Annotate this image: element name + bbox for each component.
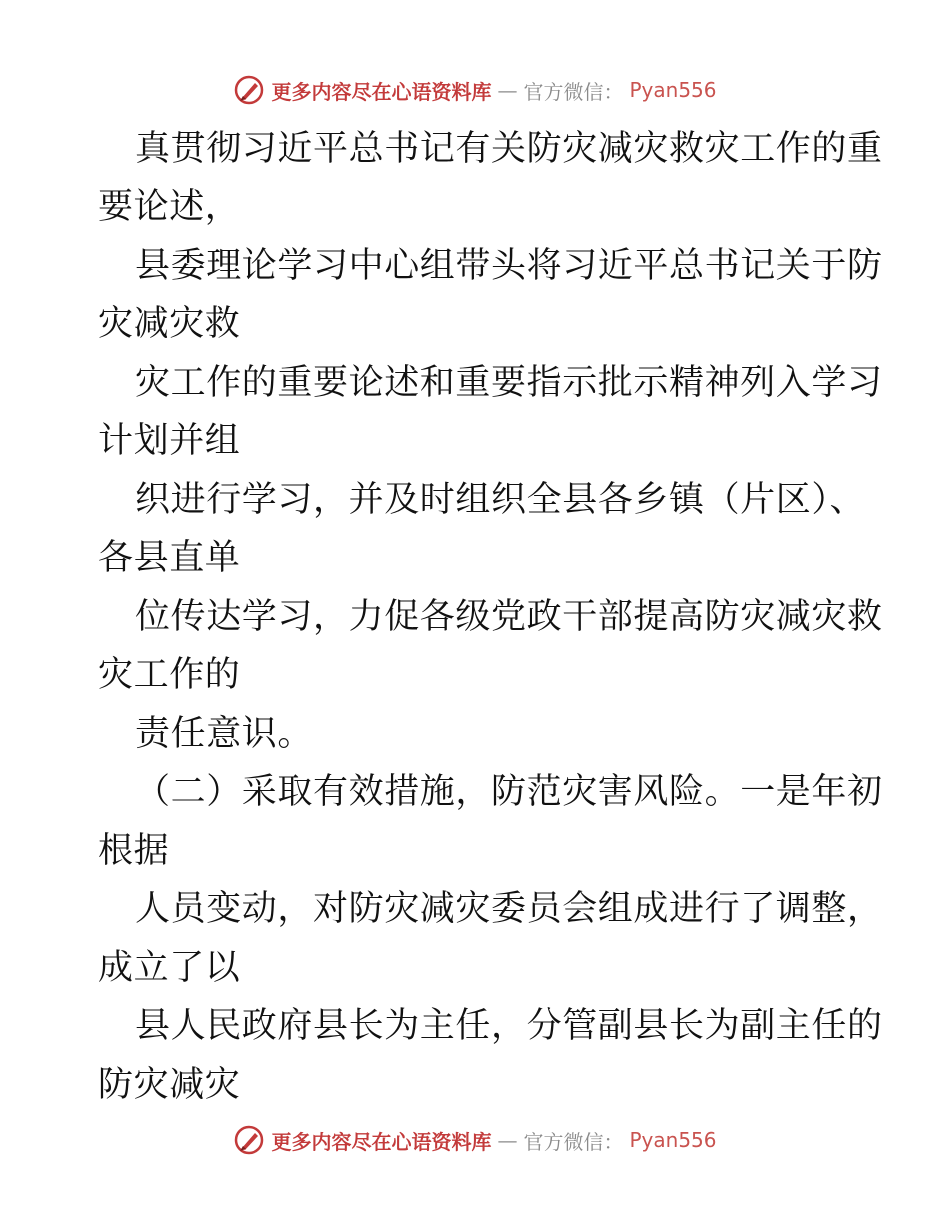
text-line: 灾工作的重要论述和重要指示批示精神列入学习 <box>135 363 883 403</box>
text-line: 责任意识。 <box>135 714 314 754</box>
text-line: （二）采取有效措施，防范灾害风险。一是年初 <box>135 772 883 812</box>
pen-logo-icon <box>233 1124 265 1156</box>
text-line: 计划并组 <box>98 421 241 461</box>
text-line: 县委理论学习中心组带头将习近平总书记关于防 <box>135 246 883 286</box>
text-line: 灾减灾救 <box>98 304 241 344</box>
text-line: 防灾减灾 <box>98 1065 241 1105</box>
watermark-wechat-label: 官方微信： <box>523 1129 624 1154</box>
watermark-dash: — <box>497 78 518 102</box>
pen-logo-icon <box>233 74 265 106</box>
text-line: 位传达学习，力促各级党政干部提高防灾减灾救 <box>135 597 883 637</box>
text-line: 灾工作的 <box>98 655 241 695</box>
text-line: 县人民政府县长为主任，分管副县长为副主任的 <box>135 1006 883 1046</box>
watermark-wechat-id: Pyan556 <box>629 78 717 102</box>
watermark-main-text: 更多内容尽在心语资料库 <box>271 79 492 104</box>
text-line: 真贯彻习近平总书记有关防灾减灾救灾工作的重 <box>135 129 883 169</box>
watermark-main-text: 更多内容尽在心语资料库 <box>271 1129 492 1154</box>
text-line: 人员变动，对防灾减灾委员会组成进行了调整， <box>135 889 883 929</box>
text-line: 各县直单 <box>98 538 241 578</box>
header-watermark <box>0 70 950 110</box>
watermark-dash: — <box>497 1128 518 1152</box>
watermark-wechat-label: 官方微信： <box>523 79 624 104</box>
text-line: 织进行学习，并及时组织全县各乡镇（片区）、 <box>135 480 866 520</box>
watermark-wechat-id: Pyan556 <box>629 1128 717 1152</box>
footer-watermark <box>0 1120 950 1160</box>
text-line: 根据 <box>98 831 170 871</box>
text-line: 成立了以 <box>98 948 241 988</box>
text-line: 要论述， <box>98 187 241 227</box>
